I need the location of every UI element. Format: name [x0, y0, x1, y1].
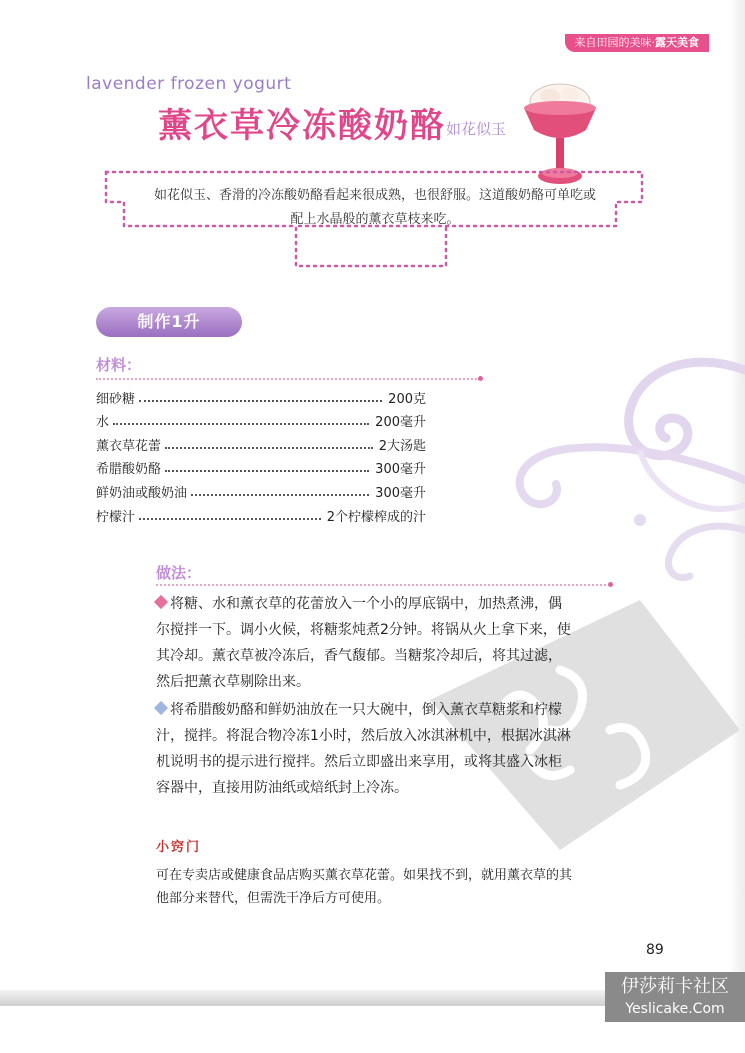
ingredient-row [96, 383, 426, 407]
ingredient-qty: 2大汤匙 [378, 438, 426, 454]
ingredient-row [96, 477, 426, 501]
method-divider-dot [608, 582, 613, 587]
ingredients-divider [96, 378, 480, 380]
chapter-tab [565, 34, 710, 52]
ingredients-list [96, 383, 426, 525]
tip-heading: 小窍门 [156, 840, 202, 855]
site-watermark [605, 972, 745, 1022]
ingredient-name: 薰衣草花蕾 [96, 438, 162, 454]
ingredient-row [96, 501, 426, 525]
method-step-2 [156, 697, 574, 801]
ingredient-row [96, 454, 426, 478]
tip-text: 可在专卖店或健康食品店购买薰衣草花蕾。如果找不到，就用薰衣草的其他部分来替代，但需洗干净后方可使用。 [156, 868, 573, 906]
recipe-subtitle: 如花似玉 [446, 120, 507, 138]
watermark-line-1: 伊莎莉卡社区 [621, 976, 729, 997]
ingredient-row [96, 407, 426, 431]
diamond-bullet-icon [154, 595, 168, 609]
method-step-text: 将希腊酸奶酪和鲜奶油放在一只大碗中，倒入薰衣草糖浆和柠檬汁，搅拌。将混合物冷冻1小时，然后放入冰淇淋机中，根据冰淇淋机说明书的提示进行搅拌。然后立即盛出来享用，或将其盛入冰柜容器中，直接用防油纸或焙纸封上冷冻。 [156, 702, 571, 796]
yield-badge: 制作1升 [96, 307, 242, 337]
ingredient-qty: 200克 [388, 391, 426, 407]
recipe-title: 薰衣草冷冻酸奶酪 [158, 106, 446, 146]
page-number: 89 [646, 942, 664, 958]
swirl-ornament [500, 330, 745, 590]
method-divider [156, 584, 610, 586]
chapter-tab-text: 来自田园的美味· [574, 36, 655, 49]
ingredient-qty: 300毫升 [375, 485, 426, 501]
method-heading: 做法： [156, 564, 202, 582]
leader-dots [165, 469, 369, 472]
ingredient-row [96, 430, 426, 454]
ingredient-qty: 300毫升 [375, 462, 426, 478]
chapter-tab-highlight: 露天美食 [655, 36, 699, 49]
intro-line-2: 配上水晶般的薰衣草枝来吃。 [290, 212, 460, 227]
leader-dots [191, 493, 369, 496]
leader-dots [113, 422, 369, 425]
ingredient-name: 鲜奶油或酸奶油 [96, 485, 188, 501]
ingredients-divider-dot [478, 376, 483, 381]
method-step-text: 将糖、水和薰衣草的花蕾放入一个小的厚底锅中，加热煮沸，偶尔搅拌一下。调小火候，将糖浆炖煮2分钟。将锅从火上拿下来，使其冷却。薰衣草被冷冻后，香气馥郁。当糖浆冷却后，将其过滤，然后把薰衣草剔除出来。 [156, 596, 571, 690]
ingredient-qty: 2个柠檬榨成的汁 [326, 509, 426, 525]
leader-dots [165, 446, 373, 449]
ingredient-name: 细砂糖 [96, 391, 136, 407]
intro-line-1: 如花似玉、香滑的冷冻酸奶酪看起来很成熟，也很舒服。这道酸奶酪可单吃或 [153, 188, 596, 203]
leader-dots [139, 517, 321, 520]
ingredient-qty: 200毫升 [375, 415, 426, 431]
intro-box [96, 168, 656, 270]
ingredient-name: 柠檬汁 [96, 509, 136, 525]
watermark-line-2: Yeslicake.Com [625, 1001, 725, 1017]
ingredient-name: 水 [96, 415, 110, 431]
method-step-1 [156, 591, 574, 695]
leader-dots [139, 399, 382, 402]
ingredients-heading: 材料： [96, 356, 142, 374]
diamond-bullet-icon [154, 701, 168, 715]
ingredient-name: 希腊酸奶酪 [96, 462, 162, 478]
english-title: lavender frozen yogurt [86, 74, 292, 94]
